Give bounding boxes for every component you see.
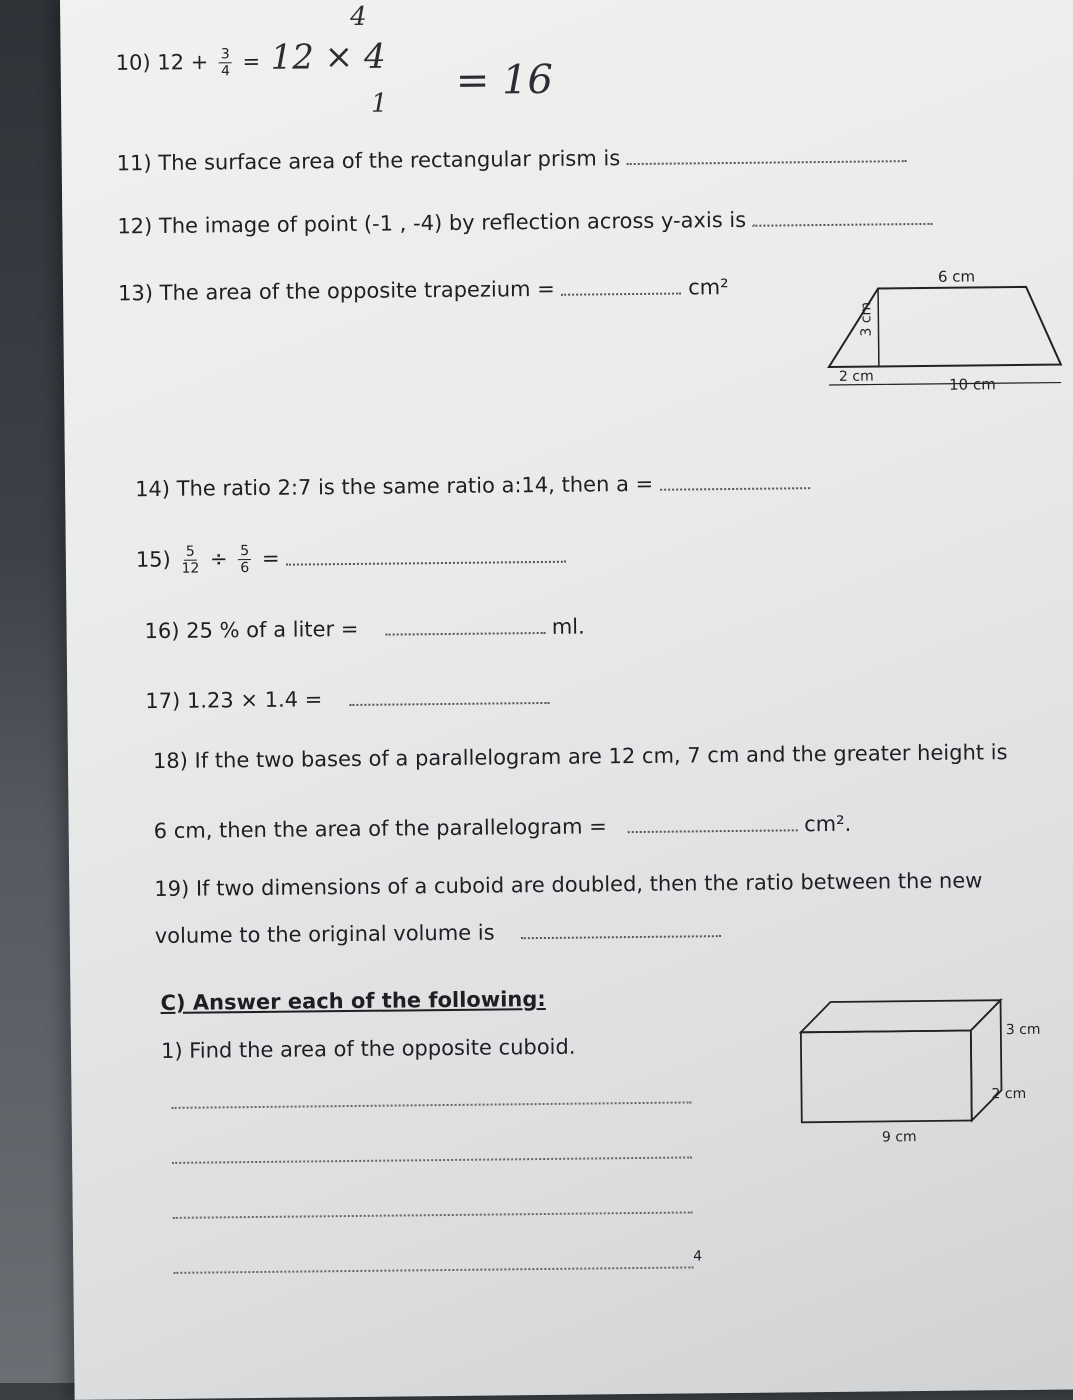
answer-line-4[interactable] <box>173 1266 693 1273</box>
question-11: 11) The surface area of the rectangular prism is <box>117 143 907 175</box>
q12-answer-blank[interactable] <box>753 209 933 227</box>
q13-unit: cm² <box>688 275 729 300</box>
q15-answer-blank[interactable] <box>286 546 566 565</box>
q14-answer-blank[interactable] <box>660 473 810 491</box>
question-18-line2: 6 cm, then the area of the parallelogram = cm². <box>153 811 852 844</box>
question-10: 10) 12 + $\frac{3}{4}$ = <box>115 46 261 80</box>
q16-answer-blank[interactable] <box>385 618 545 636</box>
answer-line-1[interactable] <box>172 1101 692 1108</box>
cuboid-top-face <box>801 1000 1001 1032</box>
question-14: 14) The ratio 2:7 is the same ratio a:14, then a = <box>135 470 810 501</box>
worksheet-page <box>60 0 1073 1400</box>
label-left-2cm: 2 cm <box>838 368 874 385</box>
label-base-10cm: 10 cm <box>948 375 996 394</box>
q18-answer-blank[interactable] <box>627 815 797 833</box>
label-height-3cm: 3 cm <box>858 301 875 337</box>
cuboid-front-face <box>801 1031 972 1123</box>
q10-handwritten-result: = 16 <box>455 56 554 104</box>
q19-answer-blank[interactable] <box>521 921 721 939</box>
section-c-question-1: 1) Find the area of the opposite cuboid. <box>160 1034 576 1063</box>
q17-answer-blank[interactable] <box>349 688 549 706</box>
q10-expression: 12 + <box>157 49 209 75</box>
label-cuboid-3cm: 3 cm <box>1005 1021 1041 1039</box>
question-15: 15) $\frac{5}{12}$ ÷ $\frac{5}{6}$ = <box>136 540 567 578</box>
question-17: 17) 1.23 × 1.4 = <box>145 685 549 713</box>
answer-line-3[interactable] <box>173 1211 693 1218</box>
question-18-line1: 18) If the two bases of a parallelogram are 12 cm, 7 cm and the greater height is <box>152 740 1008 774</box>
trapezium-height-line <box>878 288 879 366</box>
question-19-line1: 19) If two dimensions of a cuboid are doubled, then the ratio between the new <box>154 868 983 902</box>
label-cuboid-2cm: 2 cm <box>991 1085 1027 1103</box>
q13-answer-blank[interactable] <box>561 279 681 296</box>
question-13: 13) The area of the opposite trapezium = cm² <box>117 275 729 306</box>
section-c-heading: C) Answer each of the following: <box>160 986 546 1016</box>
q10-handwritten-work: 12 × 4 <box>270 36 386 78</box>
answer-line-2[interactable] <box>172 1156 692 1163</box>
q15-fraction-1: $\frac{5}{12}$ <box>181 543 200 577</box>
page-number: 4 <box>693 1248 703 1265</box>
q11-answer-blank[interactable] <box>627 146 907 165</box>
label-top-6cm: 6 cm <box>937 267 976 286</box>
q10-handwritten-top: 4 <box>350 1 367 32</box>
trapezium-figure <box>798 264 1073 407</box>
question-16: 16) 25 % of a liter = ml. <box>144 614 585 644</box>
q10-number: 10) <box>115 50 151 75</box>
label-cuboid-9cm: 9 cm <box>881 1129 917 1146</box>
q10-fraction: $\frac{3}{4}$ <box>220 46 231 80</box>
q10-handwritten-bottom: 1 <box>370 88 388 119</box>
q15-fraction-2: $\frac{5}{6}$ <box>240 543 250 577</box>
question-19-line2: volume to the original volume is <box>155 918 722 948</box>
cuboid-figure <box>790 990 1062 1153</box>
cuboid-side-face <box>971 1000 1002 1120</box>
question-12: 12) The image of point (-1 , -4) by reflection across y-axis is <box>117 206 933 239</box>
